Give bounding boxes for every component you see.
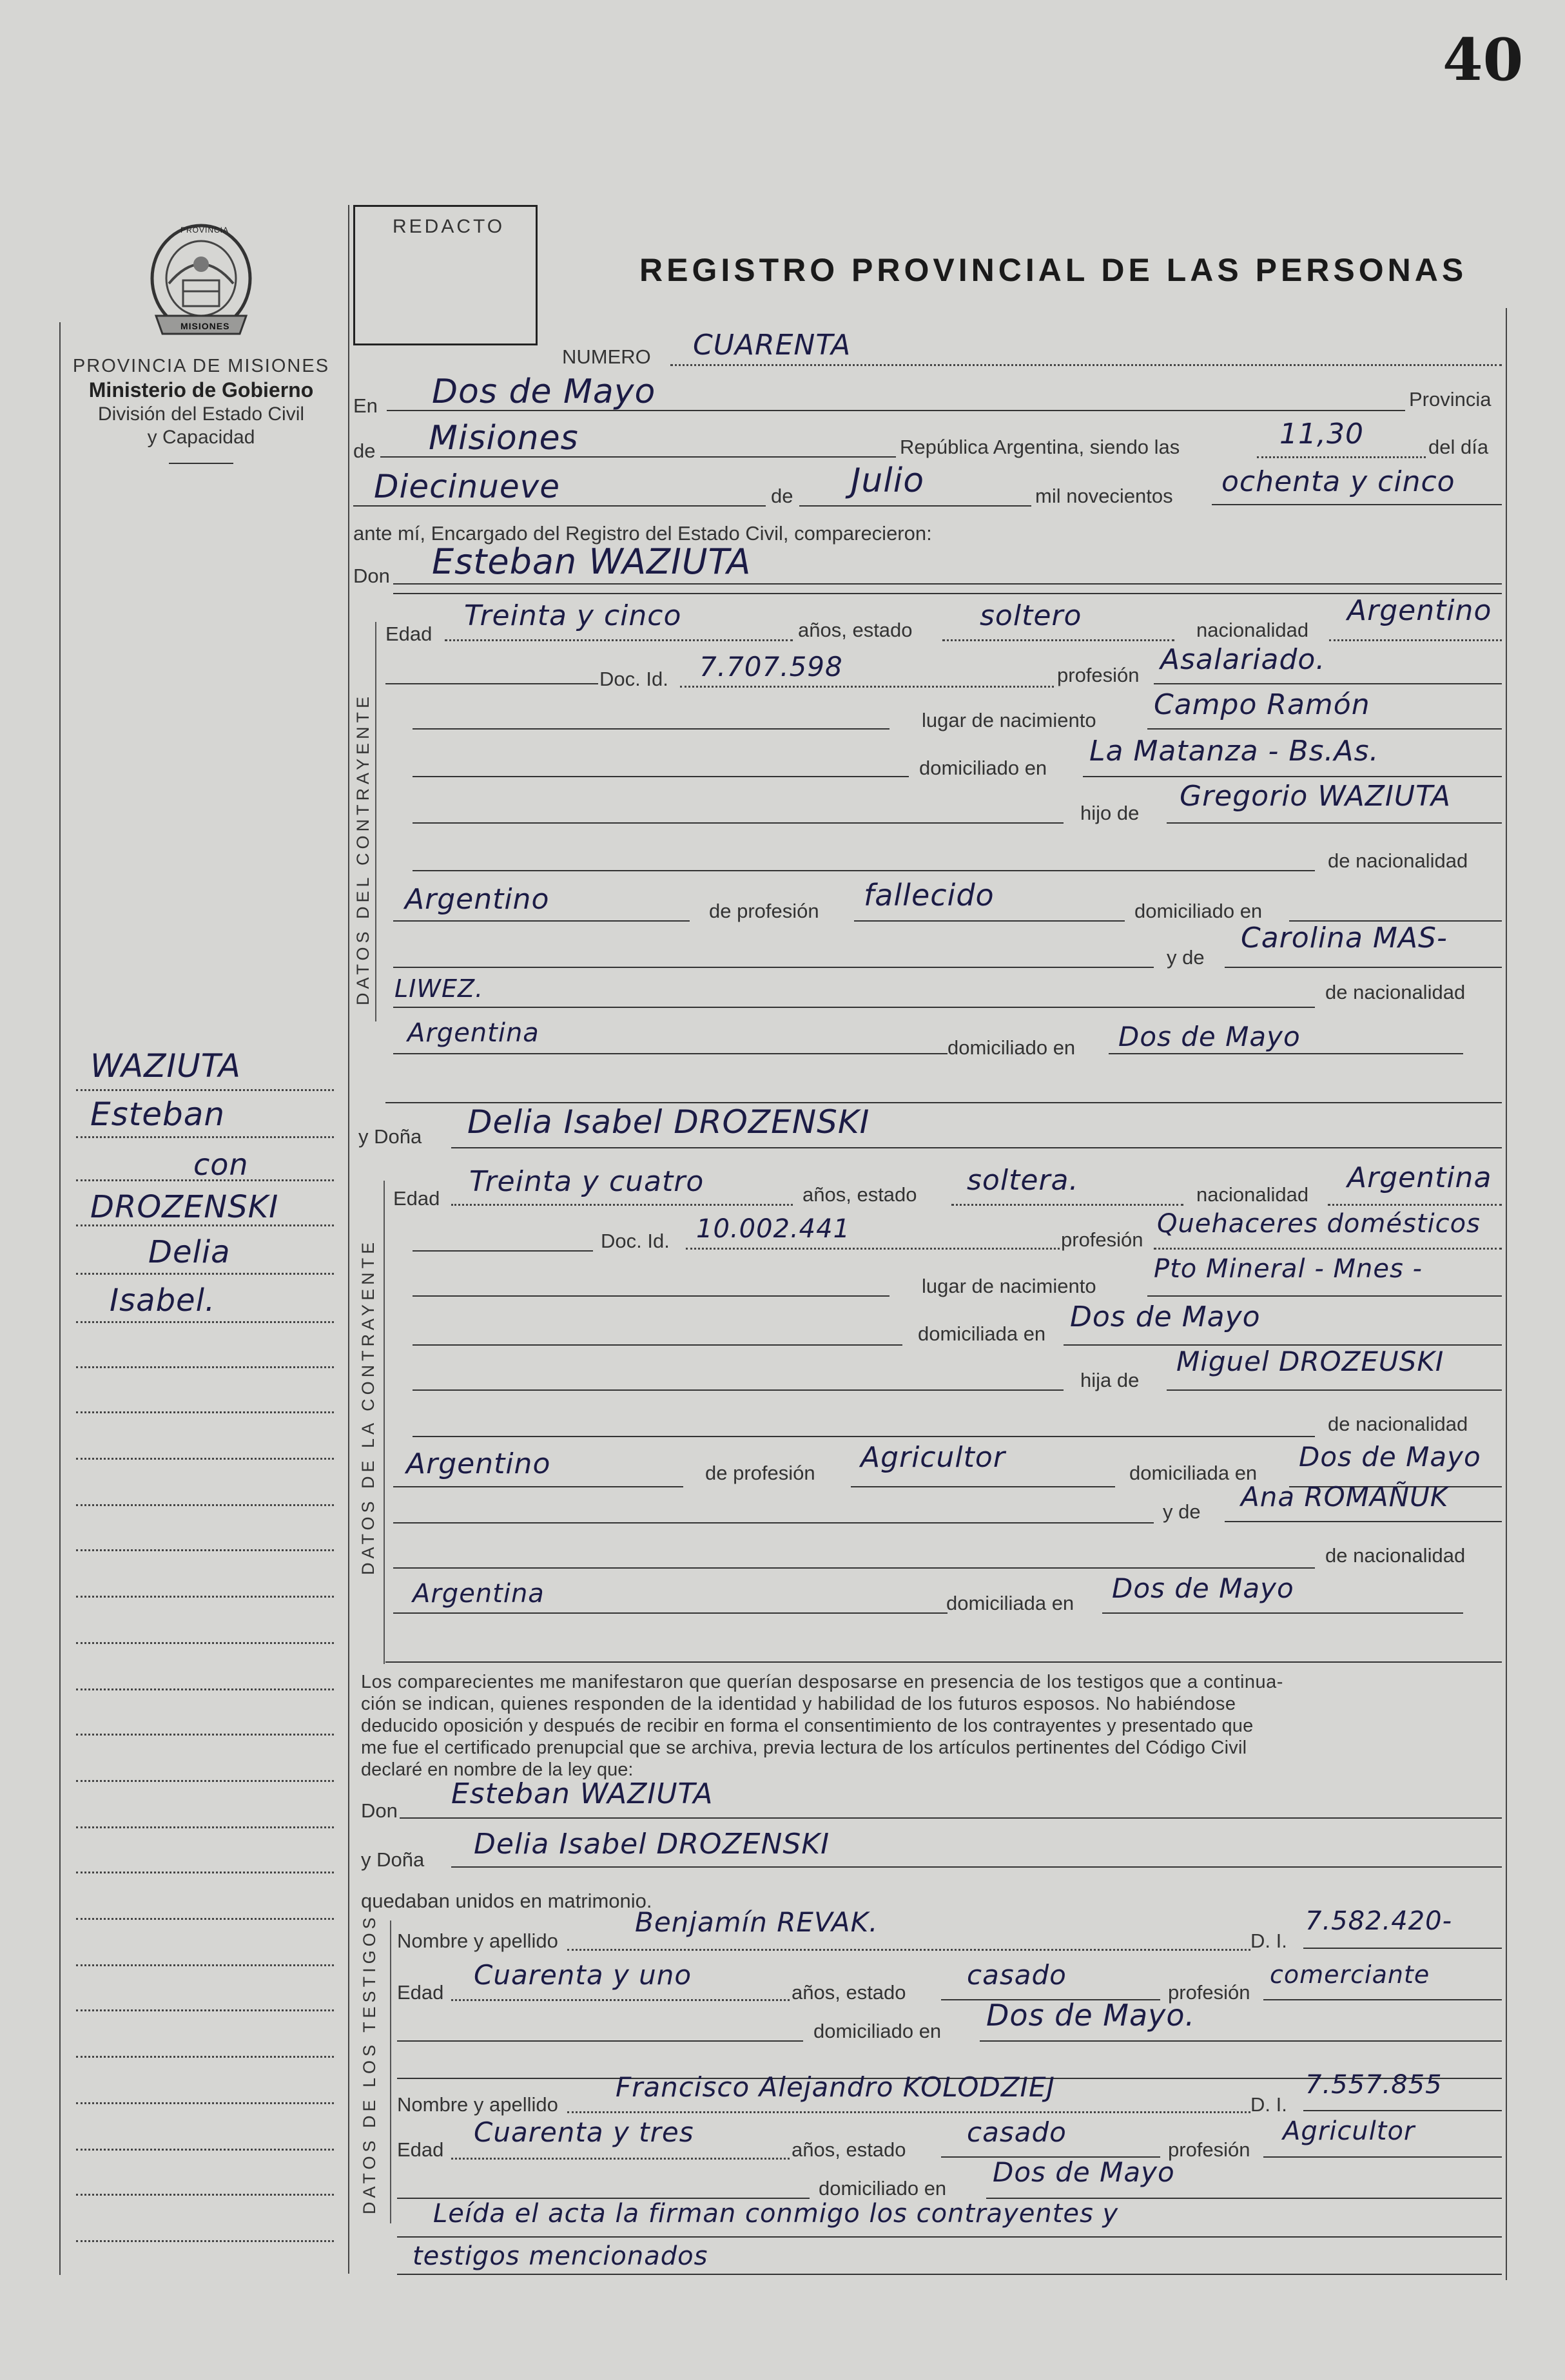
bride-domicilio-label: domiciliada en [918, 1322, 1046, 1345]
don-label: Don [353, 565, 390, 587]
mil-label: mil novecientos [1035, 485, 1173, 507]
dona-label: y Doña [358, 1125, 422, 1148]
bride-padre-profesion: Agricultor [860, 1441, 1006, 1474]
witness2-nombre: Francisco Alejandro KOLODZIEJ [616, 2071, 1055, 2103]
groom-padre-profesion-label: de profesión [709, 900, 819, 922]
witness1-di: 7.582.420- [1305, 1906, 1453, 1936]
declaration-don-value: Esteban WAZIUTA [451, 1777, 714, 1810]
groom-nacionalidad: Argentino [1347, 594, 1492, 627]
declaration-dona-label: y Doña [361, 1848, 425, 1871]
form-left-rule [348, 205, 349, 2274]
witness2-domicilio-label: domiciliado en [819, 2177, 947, 2200]
witness2-estado: casado [967, 2116, 1067, 2148]
issuer-block [59, 356, 343, 464]
del-dia-label: del día [1428, 436, 1489, 458]
witness2-nombre-label: Nombre y apellido [397, 2093, 558, 2116]
margin-note-con: con [193, 1147, 249, 1182]
groom-madre-domicilio-label: domiciliado en [948, 1036, 1076, 1059]
witness1-di-label: D. I. [1250, 1930, 1287, 1952]
bride-padre: Miguel DROZEUSKI [1176, 1346, 1444, 1377]
provincial-seal [143, 219, 259, 342]
groom-madre-cont: LIWEZ. [394, 974, 484, 1003]
en-value: Dos de Mayo [432, 372, 656, 411]
margin-note-bride-surname: DROZENSKI [90, 1189, 279, 1225]
groom-domicilio-label: domiciliado en [919, 757, 1047, 779]
witness1-nombre: Benjamín REVAK. [635, 1906, 879, 1938]
bride-padre-domicilio-label: domiciliada en [1129, 1462, 1258, 1484]
bride-madre-nacionalidad: Argentina [413, 1579, 545, 1609]
groom-profesion: Asalariado. [1160, 643, 1326, 676]
groom-nacionalidad-label: nacionalidad [1196, 619, 1309, 641]
bride-nacionalidad: Argentina [1347, 1161, 1492, 1194]
bride-estado: soltera. [967, 1164, 1079, 1197]
issuer-division: División del Estado Civil [97, 403, 305, 425]
witness2-edad: Cuarenta y tres [474, 2116, 694, 2148]
groom-domicilio: La Matanza - Bs.As. [1089, 735, 1379, 768]
witness1-profesion-label: profesión [1168, 1981, 1250, 2004]
bride-estado-label: años, estado [802, 1183, 917, 1206]
numero-label: NUMERO [562, 345, 651, 368]
groom-padre-profesion: fallecido [864, 878, 995, 913]
bride-domicilio: Dos de Mayo [1070, 1301, 1261, 1333]
witness2-di-label: D. I. [1250, 2093, 1287, 2116]
redacto-stamp-box [353, 205, 538, 345]
groom-estado-label: años, estado [798, 619, 913, 641]
margin-note-surname: WAZIUTA [90, 1047, 241, 1085]
issuer-ministry: Ministerio de Gobierno [88, 378, 314, 402]
witness2-profesion-label: profesión [1168, 2138, 1250, 2161]
declaration-line-3: deducido oposición y después de recibir en forma el consentimiento de los contrayentes y presentado que [361, 1716, 1254, 1736]
groom-madre-domicilio: Dos de Mayo [1118, 1021, 1301, 1052]
mes-value: Julio [851, 461, 925, 500]
groom-edad-label: Edad [385, 623, 433, 645]
form-right-rule [1506, 308, 1507, 2280]
witness2-edad-label: Edad [397, 2138, 444, 2161]
declaration-dona-value: Delia Isabel DROZENSKI [474, 1828, 830, 1861]
bride-hija-label: hija de [1080, 1369, 1140, 1391]
witness1-profesion: comerciante [1270, 1960, 1430, 1989]
groom-madre-nac-label: de nacionalidad [1325, 981, 1466, 1003]
groom-edad: Treinta y cinco [464, 599, 682, 632]
issuer-divider [169, 463, 233, 464]
bride-bracket [384, 1181, 385, 1664]
witness1-edad-label: Edad [397, 1981, 444, 2004]
groom-padre-nacionalidad: Argentino [405, 883, 550, 916]
witness2-estado-label: años, estado [792, 2138, 906, 2161]
de-label: de [353, 440, 376, 462]
margin-note-bride-name2: Isabel. [110, 1282, 216, 1319]
groom-name: Esteban WAZIUTA [432, 541, 752, 582]
de2-label: de [771, 485, 793, 507]
bride-name: Delia Isabel DROZENSKI [467, 1103, 870, 1141]
groom-lugar: Campo Ramón [1154, 688, 1370, 721]
groom-padre-domicilio-label: domiciliado en [1134, 900, 1263, 922]
groom-madre: Carolina MAS- [1241, 922, 1448, 954]
bride-edad-label: Edad [393, 1187, 440, 1210]
witness2-domicilio: Dos de Mayo [993, 2156, 1175, 2188]
page-number: 40 [1443, 26, 1524, 94]
margin-note-bride-name: Delia [148, 1234, 231, 1270]
witness1-domicilio-label: domiciliado en [813, 2020, 942, 2042]
bride-madre-nac-label: de nacionalidad [1325, 1544, 1466, 1567]
issuer-province: PROVINCIA DE MISIONES [72, 356, 330, 376]
redacto-label: REDACTO [393, 216, 505, 237]
declaration-line-1: Los comparecientes me manifestaron que querían desposarse en presencia de los testigos que a continua- [361, 1672, 1283, 1692]
groom-madre-label: y de [1167, 946, 1205, 969]
bride-madre-domicilio-label: domiciliada en [946, 1592, 1074, 1614]
bride-lugar: Pto Mineral - Mnes - [1154, 1254, 1423, 1284]
bride-padre-profesion-label: de profesión [705, 1462, 815, 1484]
groom-padre: Gregorio WAZIUTA [1180, 780, 1452, 813]
margin-note-given-name: Esteban [90, 1096, 226, 1133]
witness1-estado: casado [967, 1959, 1067, 1991]
ante-mi-text: ante mí, Encargado del Registro del Estado Civil, comparecieron: [353, 522, 932, 545]
bride-vertical-label: DATOS DE LA CONTRAYENTE [358, 1238, 378, 1575]
witness1-domicilio: Dos de Mayo. [986, 1998, 1196, 2033]
groom-doc: 7.707.598 [699, 651, 843, 682]
bride-lugar-label: lugar de nacimiento [922, 1275, 1096, 1297]
witnesses-bracket [390, 1920, 391, 2223]
groom-hijo-label: hijo de [1080, 802, 1140, 824]
groom-padre-nac-label: de nacionalidad [1328, 849, 1468, 872]
witness2-profesion: Agricultor [1283, 2116, 1415, 2146]
groom-madre-nacionalidad: Argentina [407, 1018, 539, 1048]
bride-edad: Treinta y cuatro [469, 1165, 705, 1198]
bride-madre-domicilio: Dos de Mayo [1112, 1572, 1294, 1604]
page-title: REGISTRO PROVINCIAL DE LAS PERSONAS [639, 252, 1468, 288]
en-label: En [353, 394, 378, 417]
witnesses-vertical-label: DATOS DE LOS TESTIGOS [360, 1913, 379, 2214]
bride-profesion-label: profesión [1061, 1228, 1143, 1251]
de-value: Misiones [429, 419, 579, 458]
bride-padre-nacionalidad: Argentino [406, 1447, 551, 1480]
declaration-closing: quedaban unidos en matrimonio. [361, 1890, 652, 1912]
provincia-label: Provincia [1409, 388, 1492, 411]
bride-nacionalidad-label: nacionalidad [1196, 1183, 1309, 1206]
left-margin-rule [59, 322, 61, 2275]
bride-madre-label: y de [1163, 1500, 1201, 1523]
numero-value: CUARENTA [693, 329, 851, 362]
declaration-line-4: me fue el certificado prenupcial que se archiva, previa lectura de los artículos pertinentes del Código Civil [361, 1737, 1247, 1758]
bride-doc-label: Doc. Id. [601, 1230, 670, 1252]
groom-profesion-label: profesión [1057, 664, 1140, 686]
bride-profesion: Quehaceres domésticos [1157, 1209, 1481, 1239]
declaration-line-5: declaré en nombre de la ley que: [361, 1759, 634, 1780]
groom-estado: soltero [980, 599, 1082, 632]
witness1-nombre-label: Nombre y apellido [397, 1930, 558, 1952]
bride-madre: Ana ROMAÑUK [1241, 1481, 1449, 1513]
declaration-don-label: Don [361, 1799, 398, 1822]
witness1-edad: Cuarenta y uno [474, 1959, 692, 1991]
groom-lugar-label: lugar de nacimiento [922, 709, 1096, 731]
dia-value: Diecinueve [374, 468, 561, 505]
hora-value: 11,30 [1279, 418, 1364, 450]
seal-top-text: PROVINCIA [180, 226, 229, 235]
groom-bracket [375, 622, 376, 1021]
issuer-capacity: y Capacidad [147, 427, 255, 448]
witness2-di: 7.557.855 [1305, 2070, 1443, 2100]
bride-doc: 10.002.441 [696, 1214, 851, 1244]
closing-line-1: Leída el acta la firman conmigo los contrayentes y [433, 2199, 1119, 2229]
groom-vertical-label: DATOS DEL CONTRAYENTE [353, 692, 373, 1005]
anio-value: ochenta y cinco [1221, 465, 1455, 498]
seal-bottom-text: MISIONES [180, 321, 230, 331]
republica-label: República Argentina, siendo las [900, 436, 1180, 458]
closing-line-2: testigos mencionados [413, 2241, 708, 2271]
bride-padre-nac-label: de nacionalidad [1328, 1413, 1468, 1435]
groom-doc-label: Doc. Id. [599, 668, 668, 690]
witness1-estado-label: años, estado [792, 1981, 906, 2004]
bride-padre-domicilio: Dos de Mayo [1299, 1441, 1481, 1473]
declaration-line-2: ción se indican, quienes responden de la identidad y habilidad de los futuros esposos. No habiéndose [361, 1694, 1236, 1714]
